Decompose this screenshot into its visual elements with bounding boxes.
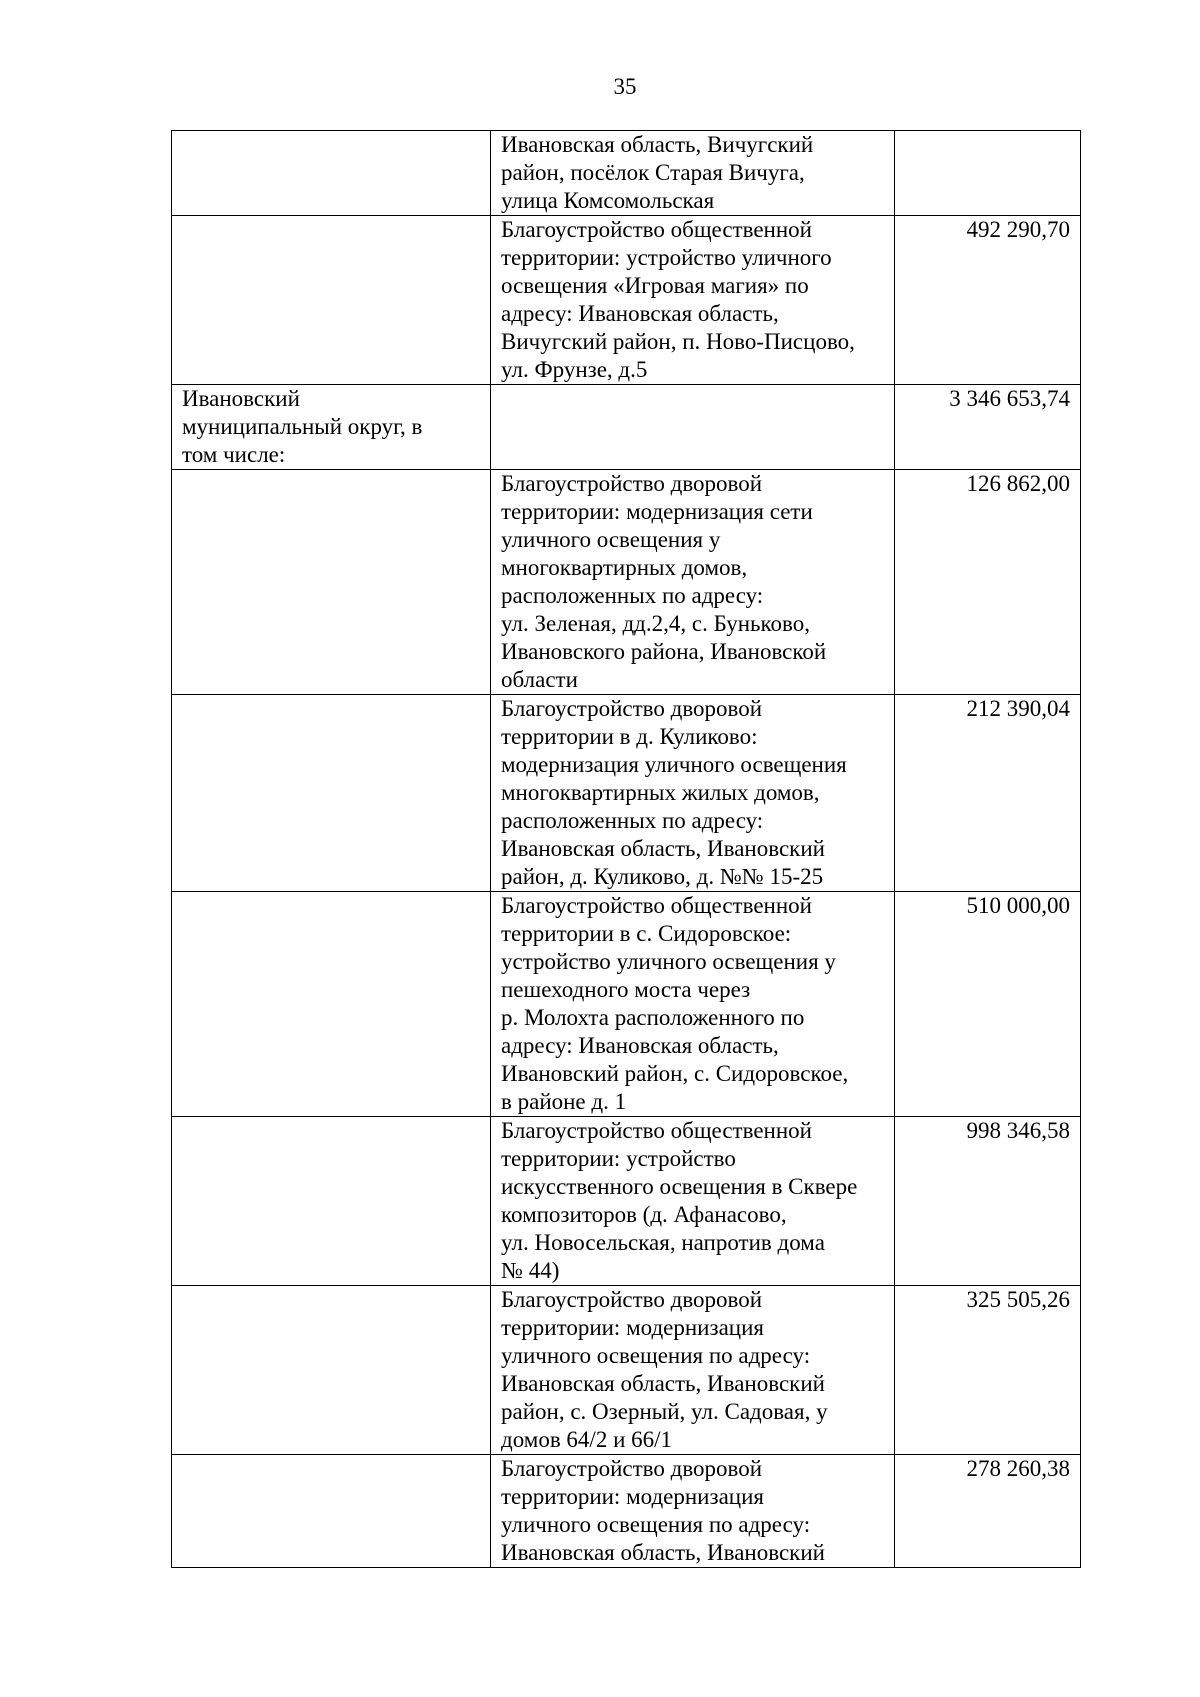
amount-cell: 492 290,70 [895,216,1081,385]
description-cell: Ивановская область, Вичугский район, посёлок Старая Вичуга, улица Комсомольская [491,131,895,216]
municipality-cell [172,1286,491,1455]
amount-cell [895,131,1081,216]
municipality-cell [172,892,491,1117]
page-number: 35 [613,74,637,99]
amount-cell: 325 505,26 [895,1286,1081,1455]
description-cell [491,385,895,470]
amount-cell: 212 390,04 [895,695,1081,892]
funding-table [171,130,1081,1568]
municipality-cell [172,216,491,385]
table-row [172,131,1081,216]
amount-cell: 126 862,00 [895,470,1081,695]
description-cell: Благоустройство дворовой территории: модернизация уличного освещения по адресу: Ивановская область, Ивановский [491,1455,895,1568]
amount-cell: 510 000,00 [895,892,1081,1117]
amount-cell: 278 260,38 [895,1455,1081,1568]
description-cell: Благоустройство дворовой территории в д. Куликово: модернизация уличного освещения многоквартирных жилых домов, расположенных по адресу: Ивановская область, Ивановский район, д. Куликово, д. №№ 15-25 [491,695,895,892]
table-row [172,1117,1081,1286]
municipality-cell [172,1117,491,1286]
description-cell: Благоустройство дворовой территории: модернизация сети уличного освещения у многоквартирных домов, расположенных по адресу: ул. Зеленая, дд.2,4, с. Буньково, Ивановского района, Ивановской области [491,470,895,695]
description-cell: Благоустройство общественной территории: устройство искусственного освещения в Сквере композиторов (д. Афанасово, ул. Новосельская, напротив дома № 44) [491,1117,895,1286]
municipality-cell: Ивановский муниципальный округ, в том числе: [172,385,491,470]
table-row [172,1455,1081,1568]
table-row [172,1286,1081,1455]
municipality-cell [172,695,491,892]
table-row [172,892,1081,1117]
amount-cell: 998 346,58 [895,1117,1081,1286]
amount-cell: 3 346 653,74 [895,385,1081,470]
municipality-cell [172,131,491,216]
description-cell: Благоустройство дворовой территории: модернизация уличного освещения по адресу: Ивановская область, Ивановский район, с. Озерный, ул. Садовая, у домов 64/2 и 66/1 [491,1286,895,1455]
description-cell: Благоустройство общественной территории: устройство уличного освещения «Игровая магия» по адресу: Ивановская область, Вичугский район, п. Ново-Писцово, ул. Фрунзе, д.5 [491,216,895,385]
description-cell: Благоустройство общественной территории в с. Сидоровское: устройство уличного освещения у пешеходного моста через р. Молохта расположенного по адресу: Ивановская область, Ивановский район, с. Сидоровское, в районе д. 1 [491,892,895,1117]
table-row [172,695,1081,892]
table-row [172,470,1081,695]
table-row-municipality-total [172,385,1081,470]
table-row [172,216,1081,385]
municipality-cell [172,470,491,695]
municipality-cell [172,1455,491,1568]
